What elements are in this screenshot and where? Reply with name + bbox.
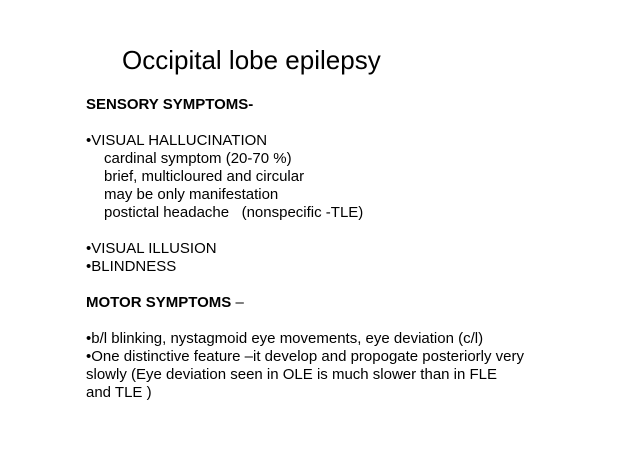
slide-body — [86, 96, 626, 402]
motor-bullet-blinking: •b/l blinking, nystagmoid eye movements, eye deviation (c/l) — [86, 330, 484, 347]
motor-heading: MOTOR SYMPTOMS — [86, 294, 232, 311]
spacer — [86, 276, 626, 294]
motor-bullet-distinctive-feature: •One distinctive feature –it develop and propogate posteriorly very slowly (Eye deviation seen in OLE is much slower than in FLE and TLE ) — [86, 348, 525, 401]
visual-hallucination-bullet: •VISUAL HALLUCINATION — [86, 132, 268, 149]
hallucination-detail: brief, multicloured and circular — [104, 168, 305, 185]
slide-title: Occipital lobe epilepsy — [122, 45, 381, 75]
spacer — [86, 222, 626, 240]
visual-illusion-bullet: •VISUAL ILLUSION — [86, 240, 217, 257]
motor-heading-suffix: – — [231, 294, 244, 311]
sensory-heading: SENSORY SYMPTOMS- — [86, 96, 254, 113]
spacer — [86, 114, 626, 132]
blindness-bullet: •BLINDNESS — [86, 258, 177, 275]
hallucination-detail: may be only manifestation — [104, 186, 279, 203]
motor-heading-line — [86, 294, 626, 312]
spacer — [86, 312, 626, 330]
hallucination-detail: cardinal symptom (20-70 %) — [104, 150, 292, 167]
hallucination-detail: postictal headache (nonspecific -TLE) — [104, 204, 364, 221]
